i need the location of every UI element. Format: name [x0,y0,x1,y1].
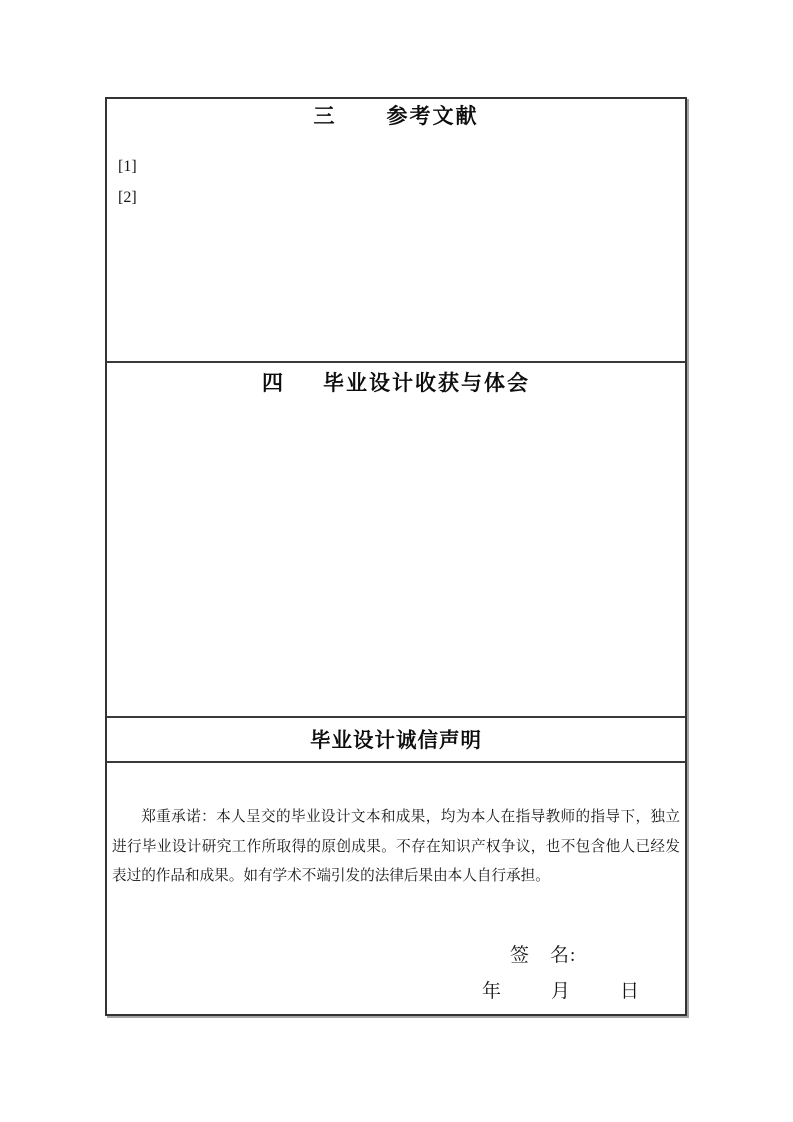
references-title-text: 参考文献 [386,105,479,128]
date-year-label: 年 [482,981,502,1002]
integrity-statement-paragraph: 郑重承诺：本人呈交的毕业设计文本和成果，均为本人在指导教师的指导下，独立进行毕业设计研究工作所取得的原创成果。不存在知识产权争议，也不包含他人已经发表过的作品和成果。如有学术不端引发的法律后果由本人自行承担。 [112,809,680,884]
reference-item: [2] [118,189,137,206]
section-integrity-statement [107,761,685,1008]
references-section-number: 三 [313,105,337,128]
date-day-label: 日 [620,981,640,1002]
section-integrity-header [107,716,685,761]
harvest-section-number: 四 [262,372,285,395]
reference-item: [1] [118,158,137,175]
section-references [107,99,685,361]
harvest-title-text: 毕业设计收获与体会 [323,372,530,395]
date-line [482,976,639,1003]
section-harvest [107,361,685,716]
reference-list [107,151,685,213]
harvest-section-title [107,371,685,397]
date-month-label: 月 [551,981,571,1002]
integrity-title-text: 毕业设计诚信声明 [310,728,482,752]
form-table [105,97,687,1016]
signature-label: 签 名: [510,945,577,966]
references-section-title [107,104,685,130]
